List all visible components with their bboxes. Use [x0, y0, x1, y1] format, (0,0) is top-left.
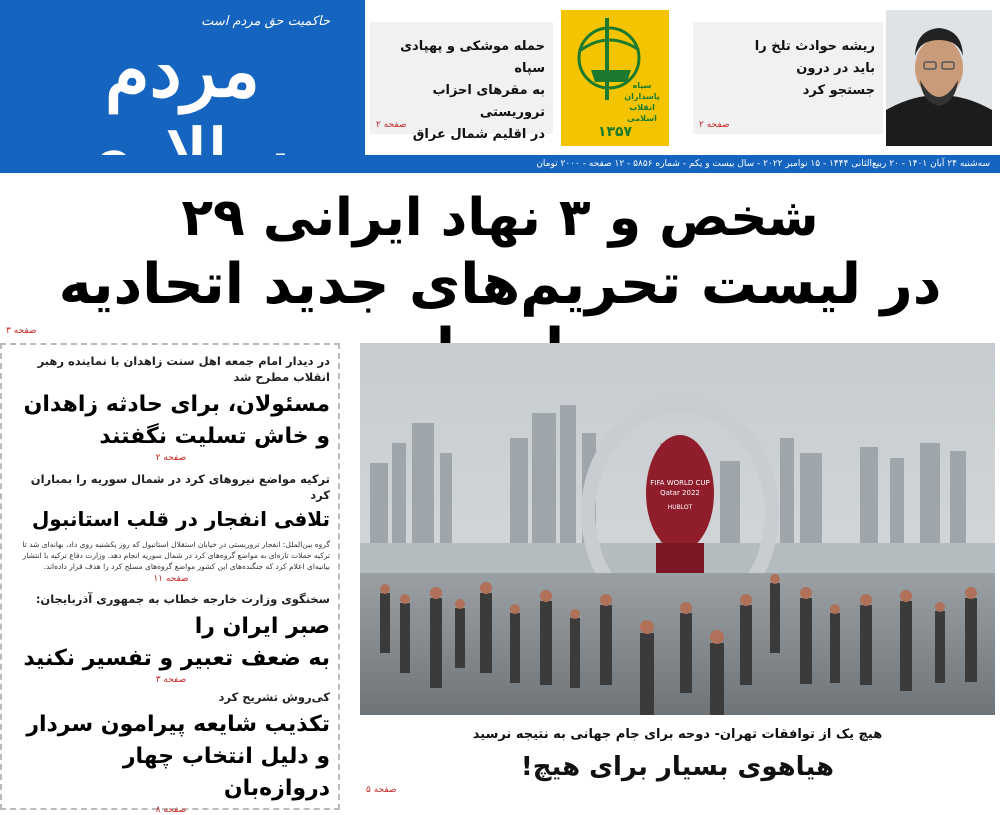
teaser-line: به مقرهای احزاب تروریستی [432, 83, 545, 120]
page-ref: صفحه ۵ [366, 785, 397, 795]
main-headline-line1[interactable]: ۲۹ شخص و ۳ نهاد ایرانی [181, 188, 819, 248]
story-title: و دلیل انتخاب چهار دروازه‌بان [122, 744, 330, 801]
page-ref: صفحه ۱۱ [153, 574, 189, 584]
page-ref: صفحه ۳ [155, 675, 187, 685]
story-azerbaijan[interactable] [12, 591, 330, 685]
person-photo [886, 10, 992, 146]
main-headline-line2[interactable]: در لیست تحریم‌های جدید اتحادیه [58, 252, 942, 317]
svg-text:HUBLOT: HUBLOT [667, 504, 693, 511]
story-title: مسئولان، برای حادثه زاهدان [23, 392, 330, 417]
teaser-line: حمله موشکی و پهپادی سپاه [400, 39, 545, 76]
story-istanbul[interactable] [12, 471, 330, 584]
page-ref: صفحه ۲ [155, 453, 187, 463]
story-kicker: در دیدار امام جمعه اهل سنت زاهدان با نماینده رهبر انقلاب مطرح شد [37, 354, 330, 384]
story-body: گروه بین‌الملل: انفجار تروریستی در خیابان استقلال استانبول که روز یکشنبه روی داد، بهانه‌ای شد تا ترکیه حملات تازه‌ای به مواضع گروه‌های کرد در شمال سوریه انجام دهد. وزارت دفاع ترکیه با انتشار بیانیه‌ای اعلام کرد که جنگنده‌های این کشور مواضع گروه‌های مسلح کرد را هدف قرار داده‌اند. [22, 540, 330, 571]
emblem-text: سپاه پاسداران انقلاب اسلامی [624, 81, 660, 123]
doha-worldcup-photo [360, 343, 995, 715]
teaser-line: در اقلیم شمال عراق [412, 127, 545, 142]
page-ref: صفحه ۲ [376, 120, 407, 130]
teaser-line: باید در درون [796, 61, 875, 76]
story-zahedan[interactable] [12, 353, 330, 463]
page-ref: صفحه ۲ [699, 120, 730, 130]
irgc-emblem [561, 10, 669, 146]
emblem-year: ۱۳۵۷ [597, 124, 633, 140]
news-column [0, 343, 340, 815]
dateline-bar: سه‌شنبه ۲۴ آبان ۱۴۰۱ - ۲۰ ربیع‌الثانی ۱۴۴۴ - ۱۵ نوامبر ۲۰۲۲ - سال بیست و یکم - شماره ۵۸۵۶ - ۱۲ صفحه - ۲۰۰۰ تومان [0, 155, 1000, 173]
person-portrait-icon [886, 10, 992, 146]
teaser-line: جستجو کرد [802, 83, 875, 98]
story-title: تلافی انفجار در قلب استانبول [31, 507, 330, 531]
svg-text:FIFA WORLD CUP: FIFA WORLD CUP [650, 479, 710, 487]
photo-story-title[interactable]: هیاهوی بسیار برای هیچ! [520, 752, 835, 782]
story-queiroz[interactable] [12, 689, 330, 815]
story-kicker: کی‌روش تشریح کرد [218, 690, 330, 704]
svg-text:Qatar 2022: Qatar 2022 [660, 489, 700, 497]
story-kicker: سخنگوی وزارت خارجه خطاب به جمهوری آذربایجان: [35, 592, 330, 606]
story-title: به ضعف تعبیر و تفسیر نکنید [23, 646, 330, 671]
page-ref: صفحه ۳ [6, 326, 37, 336]
teaser-line: ریشه حوادث تلخ را [754, 39, 875, 54]
masthead-title: مردم [105, 28, 260, 113]
masthead-slogan: حاکمیت حق مردم است [201, 14, 330, 29]
story-title: صبر ایران را [194, 614, 330, 639]
teaser-roots[interactable] [693, 22, 883, 134]
story-kicker: ترکیه مواضع نیروهای کرد در شمال سوریه را بمباران کرد [30, 472, 330, 502]
teaser-missile[interactable] [370, 22, 553, 142]
masthead-logo [0, 0, 365, 155]
story-title: تکذیب شایعه پیرامون سردار [26, 712, 330, 737]
photo-story-kicker: هیچ یک از توافقات تهران- دوحه برای جام جهانی به نتیجه نرسید [472, 727, 883, 742]
doha-skyline-photo-icon [360, 343, 995, 715]
page-ref: صفحه ۸ [155, 805, 187, 815]
story-title: و خاش تسلیت نگفتند [99, 424, 330, 449]
